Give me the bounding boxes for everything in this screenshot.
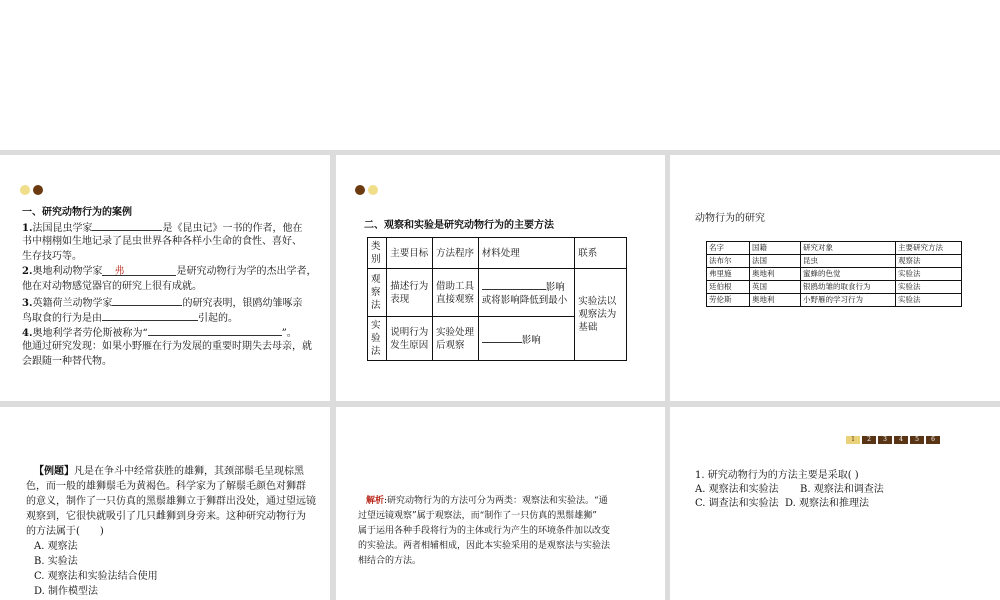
page-button[interactable]: 6: [926, 436, 940, 444]
table-row: [368, 269, 627, 317]
option-b[interactable]: B. 观察法和调查法: [800, 484, 884, 495]
example-line: 观察到，它很快就吸引了几只雌狮到身旁来。这种研究动物行为: [26, 511, 306, 522]
brown-dot-icon: [355, 185, 365, 195]
section-heading: 二、观察和实验是研究动物行为的主要方法: [364, 220, 554, 231]
header-cell: 类别: [368, 238, 387, 269]
header-cell: 国籍: [750, 242, 801, 255]
analysis-label: 解析: [366, 496, 385, 506]
option-a[interactable]: A. 观察法: [34, 541, 78, 552]
slide-6[interactable]: [670, 407, 1000, 600]
section-heading: 一、研究动物行为的案例: [22, 207, 132, 218]
header-cell: 主要研究方法: [896, 242, 962, 255]
header-cell: 主要目标: [387, 238, 433, 269]
table-cell: 银鸥幼雏的取食行为: [801, 281, 896, 294]
table-cell: 法布尔: [707, 255, 750, 268]
answer-blank: [112, 294, 182, 306]
item-3-line-b: 鸟取食的行为是由 引起的。: [22, 309, 238, 326]
cream-dot-icon: [20, 185, 30, 195]
table-cell: 昆虫: [801, 255, 896, 268]
item-1-line: 1.法国昆虫学家 是《昆虫记》一书的作者，他在: [22, 219, 302, 236]
goal-cell: 描述行为表现: [387, 269, 433, 317]
table-cell: 实验法: [896, 281, 962, 294]
analysis-line: 相结合的方法。: [358, 556, 422, 566]
answer-blank: 弗: [102, 264, 176, 276]
table-header-row: [707, 242, 962, 255]
answer-blank: [102, 309, 198, 321]
table-row: [707, 255, 962, 268]
brown-dot-icon: [33, 185, 43, 195]
material-cell: 影响或将影响降低到最小: [478, 269, 574, 317]
slide-5[interactable]: [336, 407, 665, 600]
page-button[interactable]: 5: [910, 436, 924, 444]
option-c[interactable]: C. 调查法和实验法: [695, 498, 779, 509]
item-2-line: 2.奥地利动物学家 弗 是研究动物行为学的杰出学者，: [22, 266, 317, 277]
example-line: 色，而一般的雄狮鬃毛为黄褐色。科学家为了解鬃毛颜色对狮群: [26, 481, 306, 492]
slide-4[interactable]: [0, 407, 330, 600]
analysis-line: 过望远镜观察”属于观察法，而“制作了一只仿真的黑鬃雄狮”: [358, 511, 597, 521]
option-b[interactable]: B. 实验法: [34, 556, 78, 567]
item-4-cont: 会跟随一种替代物。: [22, 356, 112, 367]
material-cell: 影响: [478, 317, 574, 361]
page-button[interactable]: 4: [894, 436, 908, 444]
page-button[interactable]: 1: [846, 436, 860, 444]
table-row: [707, 281, 962, 294]
slide-3[interactable]: [670, 155, 1000, 401]
option-d[interactable]: D. 观察法和推理法: [785, 498, 870, 509]
page-button[interactable]: 2: [862, 436, 876, 444]
example-line: 的意义，制作了一只仿真的黑鬃雄狮立于狮群出没处，通过望远镜: [26, 496, 316, 507]
question-text: 1. 研究动物行为的方法主要是采取( ): [695, 470, 859, 481]
table-cell: 廷伯根: [707, 281, 750, 294]
example-tag: 【例题】: [34, 466, 74, 477]
header-cell: 研究对象: [801, 242, 896, 255]
table-cell: 实验法: [896, 294, 962, 307]
analysis-line-1: 解析:研究动物行为的方法可分为两类：观察法和实验法。“通: [366, 496, 608, 506]
table-cell: 劳伦斯: [707, 294, 750, 307]
item-4-cont: 他通过研究发现：如果小野雁在行为发展的重要时期失去母亲，就: [22, 341, 312, 352]
researchers-table: [706, 241, 962, 307]
example-line-1: 【例题】凡是在争斗中经常获胜的雄狮，其颈部鬃毛呈现棕黑: [34, 466, 304, 477]
option-d[interactable]: D. 制作模型法: [34, 586, 99, 597]
answer-blank: [148, 324, 282, 336]
example-line: 的方法属于( ): [26, 526, 104, 537]
page-button[interactable]: 3: [878, 436, 892, 444]
answer-blank: [92, 219, 162, 231]
header-cell: 材料处理: [478, 238, 574, 269]
procedure-cell: 实验处理后观察: [433, 317, 479, 361]
table-header-row: [368, 238, 627, 269]
cream-dot-icon: [368, 185, 378, 195]
header-cell: 名字: [707, 242, 750, 255]
table-cell: 小野雁的学习行为: [801, 294, 896, 307]
table-cell: 实验法: [896, 268, 962, 281]
item-3-line: 3.英籍荷兰动物学家 的研究表明，银鸥幼雏啄亲: [22, 294, 302, 311]
option-c[interactable]: C. 观察法和实验法结合使用: [34, 571, 158, 582]
slide-2[interactable]: [336, 155, 665, 401]
header-cell: 联系: [575, 238, 627, 269]
item-1-cont: 书中栩栩如生地记录了昆虫世界各种各样小生命的食性、喜好、: [22, 236, 302, 247]
page-navigation: [846, 436, 940, 444]
slide-title: 动物行为的研究: [695, 213, 765, 224]
item-1-cont: 生存技巧等。: [22, 251, 82, 262]
procedure-cell: 借助工具直接观察: [433, 269, 479, 317]
table-row: [707, 294, 962, 307]
table-cell: 蜜蜂的色觉: [801, 268, 896, 281]
item-4-line: 4.奥地利学者劳伦斯被称为“ ”。: [22, 324, 297, 341]
table-row: [707, 268, 962, 281]
header-cell: 方法程序: [433, 238, 479, 269]
table-cell: 弗里施: [707, 268, 750, 281]
table-cell: 法国: [750, 255, 801, 268]
table-cell: 观察法: [896, 255, 962, 268]
methods-table: [367, 237, 627, 361]
category-cell: 实验法: [368, 317, 387, 361]
relation-cell: 实验法以观察法为基础: [575, 269, 627, 361]
analysis-line: 的实验法。两者相辅相成，因此本实验采用的是观察法与实验法: [358, 541, 611, 551]
goal-cell: 说明行为发生原因: [387, 317, 433, 361]
option-a[interactable]: A. 观察法和实验法: [695, 484, 779, 495]
slide-1[interactable]: [0, 155, 330, 401]
item-2-cont: 他在对动物感觉器官的研究上很有成就。: [22, 281, 202, 292]
table-cell: 奥地利: [750, 268, 801, 281]
top-blank-area: [0, 0, 1000, 150]
analysis-line: 属于运用各种手段将行为的主体或行为产生的环境条件加以改变: [358, 526, 611, 536]
table-cell: 奥地利: [750, 294, 801, 307]
category-cell: 观察法: [368, 269, 387, 317]
table-cell: 英国: [750, 281, 801, 294]
